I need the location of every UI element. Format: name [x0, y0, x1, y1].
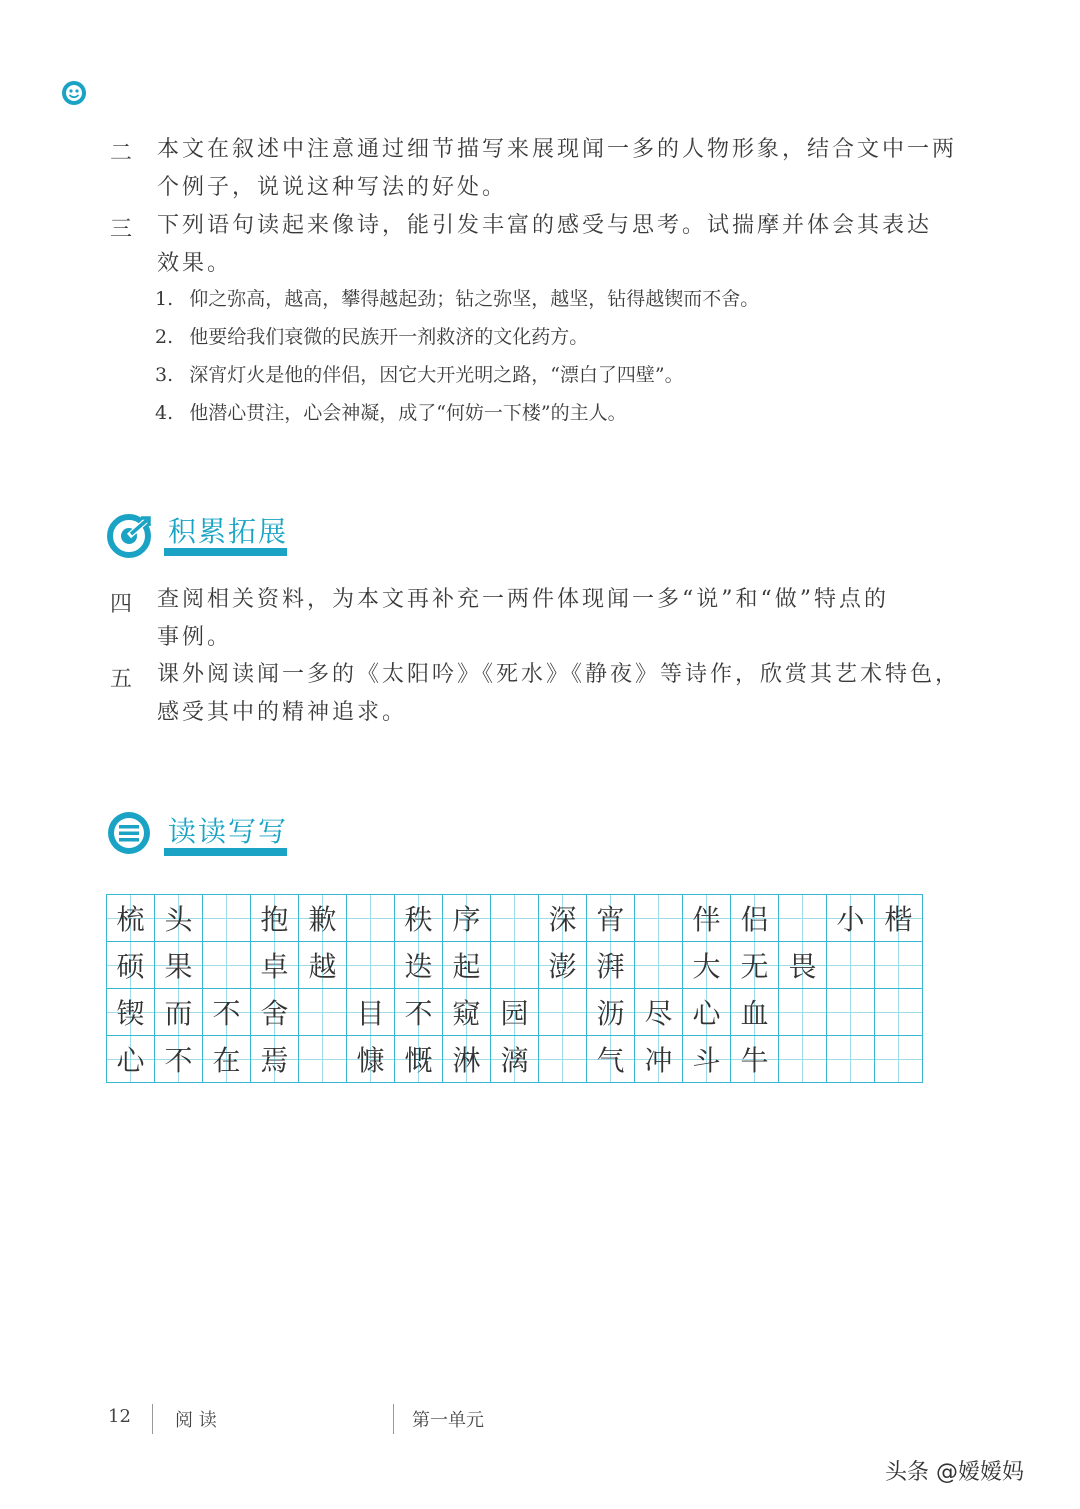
grid-cell: [491, 895, 539, 942]
grid-cell: [347, 942, 395, 989]
question-3-item: [155, 280, 759, 318]
smiley-icon: [61, 80, 87, 106]
question-4-line1: 查阅相关资料，为本文再补充一两件体现闻一多“说”和“做”特点的: [157, 587, 889, 612]
question-2-number: 二: [110, 141, 133, 166]
grid-cell: 迭: [395, 942, 443, 989]
grid-cell: [827, 942, 875, 989]
grid-cell: 沥: [587, 989, 635, 1036]
grid-cell: [347, 895, 395, 942]
grid-cell: [827, 1036, 875, 1083]
grid-cell: 硕: [107, 942, 155, 989]
grid-cell: 锲: [107, 989, 155, 1036]
grid-cell: 不: [155, 1036, 203, 1083]
grid-cell: [779, 895, 827, 942]
grid-row: [107, 942, 923, 989]
grid-cell: 无: [731, 942, 779, 989]
grid-cell: 楷: [875, 895, 923, 942]
section-title-read-write: 读读写写: [168, 815, 289, 848]
grid-cell: 宵: [587, 895, 635, 942]
question-3-item: [155, 318, 588, 356]
target-icon: [105, 512, 153, 560]
list-icon: [106, 810, 152, 856]
grid-cell: 斗: [683, 1036, 731, 1083]
grid-cell: [875, 942, 923, 989]
grid-cell: [779, 1036, 827, 1083]
grid-cell: 畏: [779, 942, 827, 989]
grid-cell: 大: [683, 942, 731, 989]
item-number: 1.: [155, 288, 174, 310]
grid-cell: [875, 1036, 923, 1083]
item-text: 仰之弥高，越高，攀得越起劲；钻之弥坚，越坚，钻得越锲而不舍。: [189, 288, 760, 310]
question-2-line1: 本文在叙述中注意通过细节描写来展现闻一多的人物形象，结合文中一两: [157, 137, 958, 162]
grid-cell: 起: [443, 942, 491, 989]
character-grid: [106, 894, 923, 1083]
question-4-number: 四: [110, 592, 133, 617]
grid-cell: 慨: [395, 1036, 443, 1083]
grid-cell: 卓: [251, 942, 299, 989]
grid-cell: 伴: [683, 895, 731, 942]
grid-cell: 小: [827, 895, 875, 942]
item-text: 他要给我们衰微的民族开一剂救济的文化药方。: [189, 326, 589, 348]
section-title-accumulate: 积累拓展: [168, 515, 289, 548]
grid-cell: 焉: [251, 1036, 299, 1083]
grid-cell: [635, 895, 683, 942]
grid-cell: 在: [203, 1036, 251, 1083]
section-underline: [164, 548, 287, 556]
grid-cell: 心: [107, 1036, 155, 1083]
grid-cell: 漓: [491, 1036, 539, 1083]
grid-cell: 湃: [587, 942, 635, 989]
question-4-line2: 事例。: [157, 625, 233, 650]
question-5-line1: 课外阅读闻一多的《太阳吟》《死水》《静夜》等诗作，欣赏其艺术特色，: [157, 662, 961, 687]
grid-cell: 头: [155, 895, 203, 942]
item-text: 他潜心贯注，心会神凝，成了“何妨一下楼”的主人。: [189, 402, 627, 424]
grid-cell: 血: [731, 989, 779, 1036]
grid-cell: 深: [539, 895, 587, 942]
page-number: 12: [108, 1406, 131, 1427]
grid-cell: 气: [587, 1036, 635, 1083]
item-number: 2.: [155, 326, 174, 348]
question-3-item: [155, 394, 627, 432]
question-3-number: 三: [110, 217, 133, 242]
grid-cell: [299, 1036, 347, 1083]
grid-cell: 澎: [539, 942, 587, 989]
grid-cell: 心: [683, 989, 731, 1036]
grid-cell: 梳: [107, 895, 155, 942]
footer-section: 阅 读: [175, 1410, 217, 1431]
grid-cell: [203, 942, 251, 989]
grid-cell: 目: [347, 989, 395, 1036]
grid-cell: [539, 1036, 587, 1083]
footer-divider: [152, 1404, 153, 1434]
grid-cell: [299, 989, 347, 1036]
grid-cell: 越: [299, 942, 347, 989]
grid-cell: 舍: [251, 989, 299, 1036]
grid-cell: 歉: [299, 895, 347, 942]
question-5-number: 五: [110, 667, 133, 692]
grid-cell: [635, 942, 683, 989]
grid-cell: [779, 989, 827, 1036]
grid-cell: 序: [443, 895, 491, 942]
item-text: 深宵灯火是他的伴侣，因它大开光明之路，“漂白了四壁”。: [189, 364, 684, 386]
footer-unit: 第一单元: [412, 1410, 484, 1431]
grid-cell: 不: [203, 989, 251, 1036]
character-grid-table: [106, 894, 923, 1083]
grid-cell: 不: [395, 989, 443, 1036]
grid-row: [107, 989, 923, 1036]
item-number: 3.: [155, 364, 174, 386]
question-3-line1: 下列语句读起来像诗，能引发丰富的感受与思考。试揣摩并体会其表达: [157, 213, 933, 238]
section-underline: [164, 848, 287, 856]
grid-cell: 窥: [443, 989, 491, 1036]
item-number: 4.: [155, 402, 174, 424]
grid-cell: 侣: [731, 895, 779, 942]
grid-cell: 果: [155, 942, 203, 989]
grid-row: [107, 895, 923, 942]
watermark: 头条 @嫒嫒妈: [885, 1460, 1024, 1485]
grid-cell: 尽: [635, 989, 683, 1036]
footer-divider: [393, 1404, 394, 1434]
grid-cell: [203, 895, 251, 942]
grid-cell: 淋: [443, 1036, 491, 1083]
question-3-line2: 效果。: [157, 251, 233, 276]
grid-cell: [875, 989, 923, 1036]
grid-cell: 秩: [395, 895, 443, 942]
grid-row: [107, 1036, 923, 1083]
grid-cell: 而: [155, 989, 203, 1036]
question-2-line2: 个例子，说说这种写法的好处。: [157, 175, 508, 200]
grid-cell: [827, 989, 875, 1036]
grid-cell: 抱: [251, 895, 299, 942]
question-3-item: [155, 356, 684, 394]
grid-cell: 慷: [347, 1036, 395, 1083]
grid-cell: 园: [491, 989, 539, 1036]
grid-cell: [491, 942, 539, 989]
question-5-line2: 感受其中的精神追求。: [157, 700, 408, 725]
grid-cell: 牛: [731, 1036, 779, 1083]
grid-cell: [539, 989, 587, 1036]
grid-cell: 冲: [635, 1036, 683, 1083]
